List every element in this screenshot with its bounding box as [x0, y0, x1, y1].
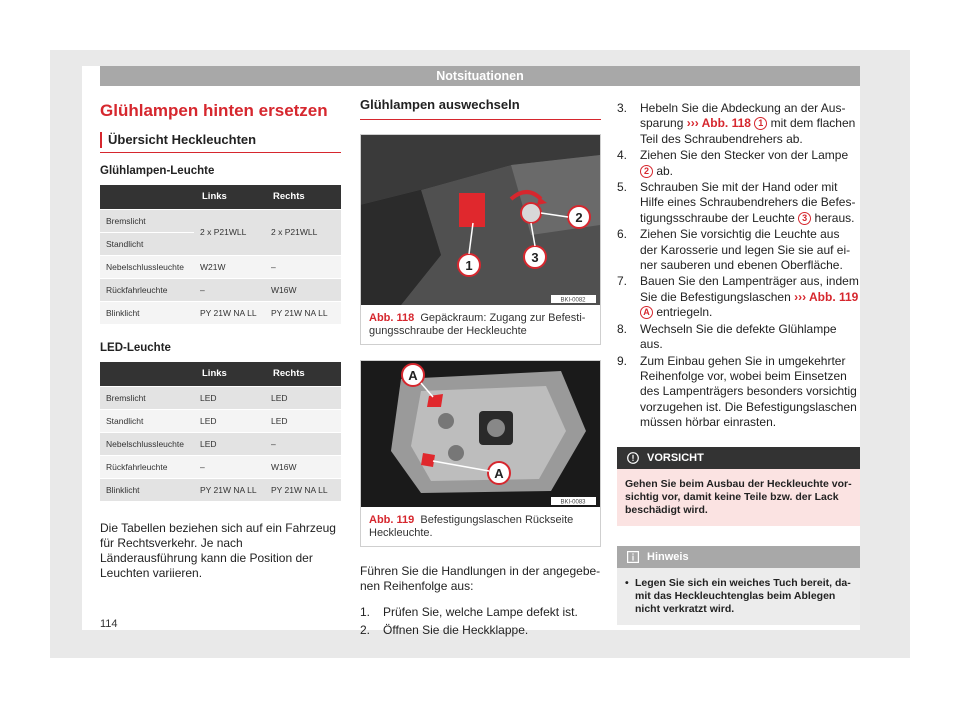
section-title: Glühlampen hinten ersetzen: [100, 101, 328, 120]
table2-title: LED-Leuchte: [100, 342, 171, 354]
led-lamp-table: [100, 362, 341, 501]
caution-header: [617, 447, 860, 469]
list-item: 5. Schrauben Sie mit der Hand oder mit Hilfe eines Schraubendrehers die Befes-tigungsschraube der Leuchte 3 heraus.: [617, 180, 856, 225]
callout-marker: 3: [798, 212, 811, 225]
table-cell: 2 x P21WLL: [194, 209, 265, 255]
left-column: [100, 96, 341, 581]
table-header: Links: [194, 185, 265, 209]
figure-reference-link[interactable]: ››› Abb. 119: [794, 289, 859, 304]
table-cell: Blinklicht: [100, 301, 194, 324]
table-cell: PY 21W NA LL: [194, 301, 265, 324]
list-item: 7. Bauen Sie den Lampenträger aus, indem Sie die Befestigungslaschen ››› Abb. 119 A entriegeln.: [617, 274, 859, 320]
caution-box: [617, 447, 860, 526]
table-cell: W16W: [265, 455, 341, 478]
page-number: 114: [100, 618, 118, 630]
table-cell: Standlicht: [100, 409, 194, 432]
table-cell: –: [265, 432, 341, 455]
cover-highlight: [459, 193, 485, 227]
table-cell: LED: [194, 386, 265, 409]
hint-title: Hinweis: [647, 550, 689, 563]
table-cell: Bremslicht: [100, 386, 194, 409]
steps-list: [360, 605, 601, 639]
tab-highlight: [427, 394, 443, 407]
table-header: [100, 362, 194, 386]
hint-bullet: • Legen Sie sich ein weiches Tuch bereit, da-mit das Heckleuchtenglas beim Ablegen nicht verkratzt wird.: [625, 576, 851, 615]
right-column: [617, 101, 860, 625]
figure-callout: A: [408, 368, 418, 383]
figure-code: BKI-0083: [560, 499, 586, 506]
table-cell: –: [194, 278, 265, 301]
hint-box: [617, 546, 860, 625]
table-cell: LED: [194, 432, 265, 455]
table-cell: Bremslicht: [100, 209, 194, 232]
table-cell: Rückfahrleuchte: [100, 278, 194, 301]
procedure-rule: [360, 119, 601, 120]
table-cell: Rückfahrleuchte: [100, 455, 194, 478]
table-cell: W21W: [194, 255, 265, 278]
warning-icon: [627, 452, 639, 464]
figure-callout: 2: [575, 210, 583, 225]
figure-caption-text: Befestigungslaschen Rückseite Heckleuchte.: [369, 514, 574, 539]
table-cell: Standlicht: [100, 232, 194, 255]
procedure-intro: Führen Sie die Handlungen in der angegebe-nen Reihenfolge aus:: [360, 564, 601, 593]
figure-callout: 3: [531, 250, 539, 265]
table-cell: PY 21W NA LL: [265, 478, 341, 501]
bulb-lamp-table: [100, 185, 341, 324]
trunk-photo: [361, 135, 600, 305]
figure-callout: 1: [465, 258, 473, 273]
table-cell: Nebelschlussleuchte: [100, 432, 194, 455]
table-cell: LED: [194, 409, 265, 432]
caution-text: Gehen Sie beim Ausbau der Heckleuchte vor-sichtig vor, damit keine Teile bzw. der Lack beschädigt wird.: [617, 469, 860, 526]
subsection-title: Übersicht Heckleuchten: [100, 132, 341, 148]
steps-list-continued: [617, 101, 860, 431]
table-note: Die Tabellen beziehen sich auf ein Fahrzeug für Rechtsverkehr. Je nach Länderausführung kann die Position der Leuchten variieren.: [100, 521, 336, 580]
table-cell: –: [265, 255, 341, 278]
table-cell: Blinklicht: [100, 478, 194, 501]
table-cell: W16W: [265, 278, 341, 301]
chapter-header: Notsituationen: [100, 66, 860, 86]
hint-body: [617, 568, 860, 625]
figure-119: [360, 360, 601, 547]
figure-reference-link[interactable]: ››› Abb. 118: [686, 116, 751, 131]
list-item: 3. Hebeln Sie die Abdeckung an der Aus-sparung ››› Abb. 118 1 mit dem flachen Teil des Schraubendrehers ab.: [617, 101, 856, 146]
table-cell: LED: [265, 386, 341, 409]
table-header: Rechts: [265, 185, 341, 209]
table-cell: PY 21W NA LL: [194, 478, 265, 501]
table-cell: LED: [265, 409, 341, 432]
figure-code: BKI-0082: [560, 297, 586, 304]
hint-text: Legen Sie sich ein weiches Tuch bereit, da-mit das Heckleuchtenglas beim Ablegen nicht verkratzt wird.: [635, 576, 851, 615]
list-item: 4. Ziehen Sie den Stecker von der Lampe 2 ab.: [617, 148, 849, 178]
procedure-title: Glühlampen auswechseln: [360, 97, 520, 112]
list-item: 2. Öffnen Sie die Heckklappe.: [360, 623, 529, 638]
subsection-rule: [100, 152, 341, 153]
info-icon: [627, 551, 639, 563]
taillight-photo: [361, 361, 600, 507]
table-header: Links: [194, 362, 265, 386]
tab-highlight: [421, 453, 435, 467]
list-item: 9. Zum Einbau gehen Sie in umgekehrter Reihenfolge vor, wobei beim Einsetzen des Lampenträgers besonders vorsichtig vorzugehen ist. Die Befestigungslaschen müssen hörbar einrasten.: [617, 353, 857, 430]
table-header: Rechts: [265, 362, 341, 386]
table-cell: PY 21W NA LL: [265, 301, 341, 324]
figure-118: [360, 134, 601, 345]
figure-callout: A: [494, 466, 504, 481]
figure-caption-text: Gepäckraum: Zugang zur Befesti-gungsschraube der Heckleuchte: [369, 312, 586, 337]
table-cell: Nebelschlussleuchte: [100, 255, 194, 278]
table-header: [100, 185, 194, 209]
table-cell: 2 x P21WLL: [265, 209, 341, 255]
middle-column: [360, 96, 601, 639]
list-item: 6. Ziehen Sie vorsichtig die Leuchte aus der Karosserie und legen Sie sie auf ei-ner sauberen und ebenen Oberfläche.: [617, 227, 851, 273]
list-item: 8. Wechseln Sie die defekte Glühlampe aus.: [617, 321, 837, 352]
hint-header: [617, 546, 860, 568]
table1-title: Glühlampen-Leuchte: [100, 165, 215, 177]
figure-caption: [361, 507, 600, 546]
figure-number: Abb. 119: [369, 514, 415, 526]
caution-title: VORSICHT: [647, 451, 704, 464]
callout-marker: 1: [754, 117, 767, 130]
figure-number: Abb. 118: [369, 312, 415, 324]
list-item: 1. Prüfen Sie, welche Lampe defekt ist.: [360, 605, 578, 619]
callout-marker: A: [640, 306, 653, 319]
figure-caption: [361, 305, 600, 344]
callout-marker: 2: [640, 165, 653, 178]
table-cell: –: [194, 455, 265, 478]
